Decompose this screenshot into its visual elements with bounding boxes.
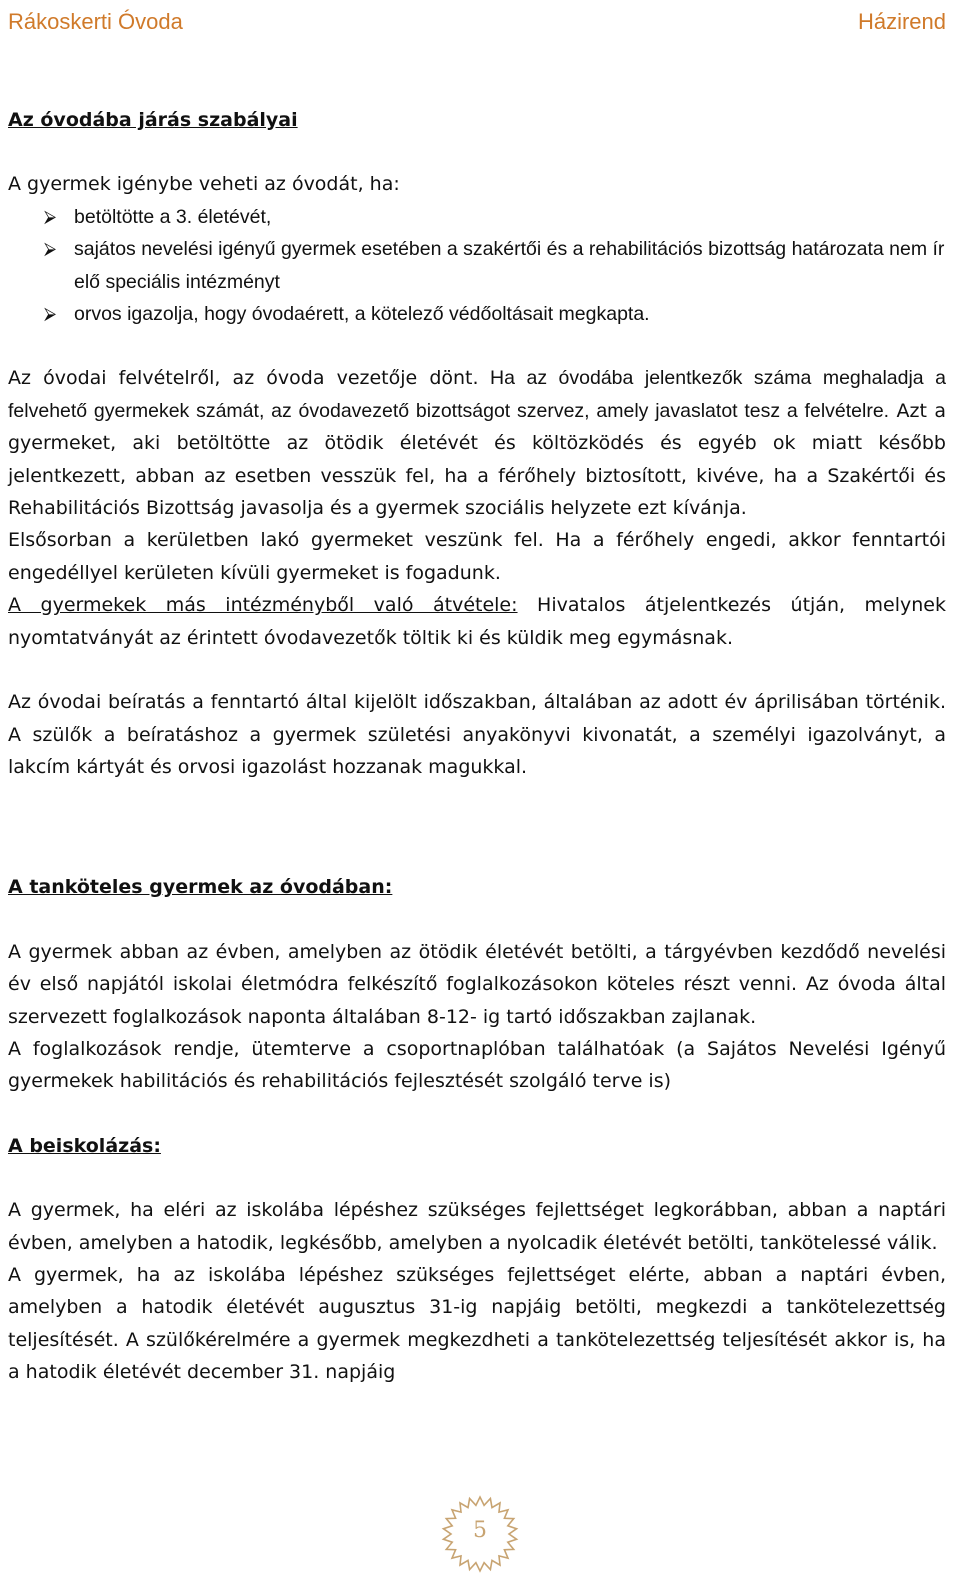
eligibility-list [8,201,946,331]
list-item-text: sajátos nevelési igényű gyermek esetében a szakértői és a rehabilitációs bizottság határozata nem ír elő speciális intézményt [74,238,945,293]
spacer [8,1162,946,1194]
page-number-seal [440,1494,520,1574]
transfer-paragraph [8,589,946,654]
spacer [8,330,946,362]
schedule-paragraph: A foglalkozások rendje, ütemterve a csoportnaplóban találhatóak (a Sajátos Nevelési Igényű gyermekek habilitációs és rehabilitációs fejlesztését szolgáló terve is) [8,1037,946,1093]
late-applicant-text: Azt a gyermeket, aki betöltötte az ötödik életévét és költözködés és egyéb ok miatt később jelentkezett, abban az esetben vesszük fel, ha a férőhely biztosított, kivéve, ha a Szakértői és Rehabilitációs Bizottság javasolja és a gyermek szociális helyzete ezt kívánja. [8,399,946,520]
transfer-label: A gyermekek más intézményből való átvétele: [8,594,518,617]
list-item-text: betöltötte a 3. életévét, [74,205,272,228]
admission-paragraph [8,362,946,524]
section-heading-school-obligation: A tanköteles gyermek az óvodában: [8,876,393,899]
admission-decision-text: Az óvodai felvételről, az óvoda vezetője dönt. [8,367,479,390]
page-header [8,6,946,38]
page-footer [0,1494,960,1574]
list-item-text: orvos igazolja, hogy óvodaérett, a kötelező védőoltásait megkapta. [74,303,650,326]
page-number: 5 [473,1518,487,1543]
section-heading-attendance-rules: Az óvodába járás szabályai [8,109,298,131]
spacer [8,1098,946,1130]
arrow-bullet-icon: ⮚ [44,206,57,226]
list-item [44,201,946,233]
admission-committee-text: Ha az óvodába jelentkezők száma meghaladja a felvehető gyermekek számát, az óvodavezető bizottságot szervez, amely javaslatot tesz a felvételre. [8,367,946,422]
section-heading-school-enrollment: A beiskolázás: [8,1134,161,1157]
arrow-bullet-icon: ⮚ [44,239,57,259]
spacer [8,904,946,936]
list-item [44,233,946,298]
header-school-name: Rákoskerti Óvoda [8,9,183,34]
readiness-paragraph: A gyermek, ha eléri az iskolába lépéshez szükséges fejlettséget legkorábban, abban a naptári évben, amelyben a hatodik, legkésőbb, amelyben a nyolcadik életévét betölti, tankötelessé válik. [8,1199,946,1254]
arrow-bullet-icon: ⮚ [44,304,57,324]
obligation-paragraph: A gyermek abban az évben, amelyben az ötödik életévét betölti, a tárgyévben kezdődő nevelési év első napjától iskolai életmódra felkészítő foglalkozásokon köteles részt venni. Az óvoda által szervezett foglalkozások naponta általában 8-12- ig tartó időszakban zajlanak. [8,940,946,1028]
enrollment-paragraph: Az óvodai beíratás a fenntartó által kijelölt időszakban, általában az adott év áprilisában történik. A szülők a beíratáshoz a gyermek születési anyakönyvi kivonatát, a személyi igazolványt, a lakcím kártyát és orvosi igazolást hozzanak magukkal. [8,691,946,778]
spacer [8,783,946,847]
transfer-text: Hivatalos átjelentkezés útján, melynek nyomtatványát az érintett óvodavezetők töltik ki és küldik meg egymásnak. [8,594,946,649]
district-paragraph: Elsősorban a kerületben lakó gyermeket veszünk fel. Ha a férőhely engedi, akkor fenntartói engedéllyel kerületen kívüli gyermeket is fogadunk. [8,529,946,584]
spacer [8,654,946,686]
spacer [8,136,946,168]
school-start-paragraph: A gyermek, ha az iskolába lépéshez szükséges fejlettséget elérte, abban a naptári évben, amelyben a hatodik életévét augusztus 31-ig napjáig betölti, megkezdi a tankötelezettség teljesítését. A szülőkérelmére a gyermek megkezdheti a tankötelezettség teljesítését akkor is, ha a hatodik életévét december 31. napjáig [8,1263,946,1384]
intro-paragraph: A gyermek igénybe veheti az óvodát, ha: [8,173,400,196]
header-document-title: Házirend [857,9,946,34]
list-item [44,298,946,330]
page-content [8,104,946,1389]
